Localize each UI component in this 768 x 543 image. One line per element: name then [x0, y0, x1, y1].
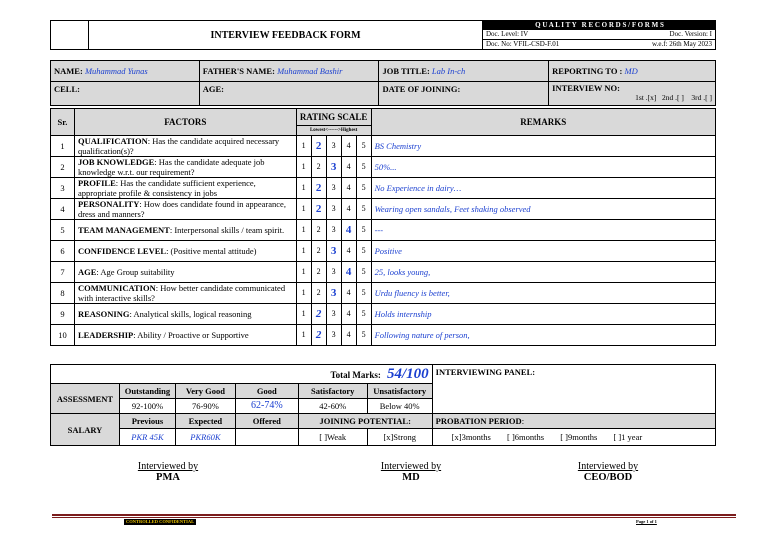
- page-number: Page 1 of 1: [636, 519, 657, 524]
- table-row: 8 COMMUNICATION: How better candidate communicated with interactive skills? 1 2 3 4 5 Urdu fluency is better,: [51, 283, 716, 304]
- wef-date: w.e.f: 26th May 2023: [651, 40, 712, 48]
- signature-md: Interviewed by MD: [380, 461, 442, 483]
- probation-3m[interactable]: [x]3months: [451, 432, 491, 442]
- remark: Holds internship: [371, 304, 715, 325]
- table-row: 3 PROFILE: Has the candidate sufficient experience, appropriate profile & consistency in jobs 1 2 3 4 5 No Experience in dairy…: [51, 178, 716, 199]
- probation-options: [432, 429, 715, 446]
- doj-label: DATE OF JOINING:: [379, 82, 549, 106]
- form-title: INTERVIEW FEEDBACK FORM: [210, 30, 361, 41]
- table-row: 7 AGE: Age Group suitability 1 2 3 4 5 25, looks young,: [51, 262, 716, 283]
- probation-label-cell: PROBATION PERIOD:: [432, 414, 715, 429]
- doc-version: Doc. Version: I: [669, 30, 712, 38]
- rating-header: RATING SCALE: [296, 109, 371, 126]
- remark: BS Chemistry: [371, 136, 715, 157]
- joining-potential-label: JOINING POTENTIAL:: [298, 414, 432, 429]
- report-cell: REPORTING TO : MD: [549, 61, 716, 82]
- expected-salary: PKR60K: [175, 429, 235, 446]
- footer-rule-top: [52, 514, 736, 516]
- table-row: 10 LEADERSHIP: Ability / Proactive or Supportive 1 2 3 4 5 Following nature of person,: [51, 325, 716, 346]
- remark: Wearing open sandals, Feet shaking observed: [371, 199, 715, 220]
- table-row: 2 JOB KNOWLEDGE: Has the candidate adequate job knowledge w.r.t. our requirement? 1 2 3 4 5 50%...: [51, 157, 716, 178]
- name-value: Muhammad Yunas: [84, 66, 148, 76]
- interview-no-options: 1st .[x] 2nd .[ ] 3rd .[ ]: [635, 93, 712, 102]
- probation-1y[interactable]: [ ]1 year: [613, 432, 643, 442]
- father-cell: FATHER'S NAME: Muhammad Bashir: [199, 61, 379, 82]
- assessment-table: Total Marks: 54/100 INTERVIEWING PANEL: ASSESSMENT Outstanding Very Good Good Satisfactory Unsatisfactory 92-100% 76-90% 62-74% 42-60% Below 40% SALARY Previous Expected Offered JOINING POTENTIAL: PROBATION PERIOD: PKR 45K PKR60K [ ]Weak [x]Strong [x]3months [ ]6months [ ]9months [ ]1 year: [50, 364, 716, 446]
- remark: ---: [371, 220, 715, 241]
- jp-weak[interactable]: [ ]Weak: [298, 429, 367, 446]
- doc-no: Doc. No: VFIL-CSD-F.01: [486, 40, 560, 48]
- offered-salary: [235, 429, 298, 446]
- doc-level: Doc. Level: IV: [486, 30, 529, 38]
- table-row: 9 REASONING: Analytical skills, logical reasoning 1 2 3 4 5 Holds internship: [51, 304, 716, 325]
- table-row: 4 PERSONALITY: How does candidate found in appearance, dress and manners? 1 2 3 4 5 Wearing open sandals, Feet shaking observed: [51, 199, 716, 220]
- factors-header: FACTORS: [74, 109, 296, 136]
- total-marks-value: 54/100: [386, 365, 429, 382]
- table-row: 5 TEAM MANAGEMENT: Interpersonal skills / team spirit. 1 2 3 4 5 ---: [51, 220, 716, 241]
- remark: Urdu fluency is better,: [371, 283, 715, 304]
- rating-table: [50, 108, 716, 346]
- footer-rule-bottom: [52, 517, 736, 518]
- age-label: AGE:: [199, 82, 379, 106]
- job-value: Lab In-ch: [431, 66, 466, 76]
- interviewing-panel: INTERVIEWING PANEL:: [432, 365, 715, 414]
- table-row: 6 CONFIDENCE LEVEL: (Positive mental attitude) 1 2 3 4 5 Positive: [51, 241, 716, 262]
- remark: 50%...: [371, 157, 715, 178]
- signature-pma: Interviewed by PMA: [137, 461, 199, 483]
- previous-salary: PKR 45K: [119, 429, 175, 446]
- assessment-label: ASSESSMENT: [51, 384, 120, 414]
- remark: No Experience in dairy…: [371, 178, 715, 199]
- remark: Following nature of person,: [371, 325, 715, 346]
- probation-6m[interactable]: [ ]6months: [506, 432, 545, 442]
- remark: 25, looks young,: [371, 262, 715, 283]
- cell-label: CELL:: [51, 82, 200, 106]
- qrf-label: Q U A L I T Y R E C O R D S / F O R M S: [535, 21, 664, 29]
- total-marks-cell: Total Marks: 54/100: [298, 365, 432, 384]
- remark: Positive: [371, 241, 715, 262]
- selected-range: 62-74%: [235, 399, 298, 414]
- salary-label: SALARY: [51, 414, 120, 446]
- remarks-header: REMARKS: [371, 109, 715, 136]
- father-value: Muhammad Bashir: [277, 66, 343, 76]
- info-grid: [50, 60, 716, 106]
- report-value: MD: [624, 66, 638, 76]
- name-cell: NAME: Muhammad Yunas: [51, 61, 200, 82]
- job-cell: JOB TITLE: Lab In-ch: [379, 61, 549, 82]
- sr-header: Sr.: [51, 109, 75, 136]
- table-row: 1 QUALIFICATION: Has the candidate acquired necessary qualification(s)? 1 2 3 4 5 BS Chemistry: [51, 136, 716, 157]
- rating-subheader: Lowest<------>Highest: [296, 126, 371, 136]
- confidential-badge: CONTROLLED CONFIDENTIAL: [126, 519, 195, 524]
- header-box: [50, 20, 716, 50]
- jp-strong[interactable]: [x]Strong: [367, 429, 432, 446]
- signature-ceo: Interviewed by CEO/BOD: [577, 461, 639, 483]
- probation-9m[interactable]: [ ]9months: [560, 432, 598, 442]
- interview-no-cell: INTERVIEW NO: 1st .[x] 2nd .[ ] 3rd .[ ]: [549, 82, 716, 106]
